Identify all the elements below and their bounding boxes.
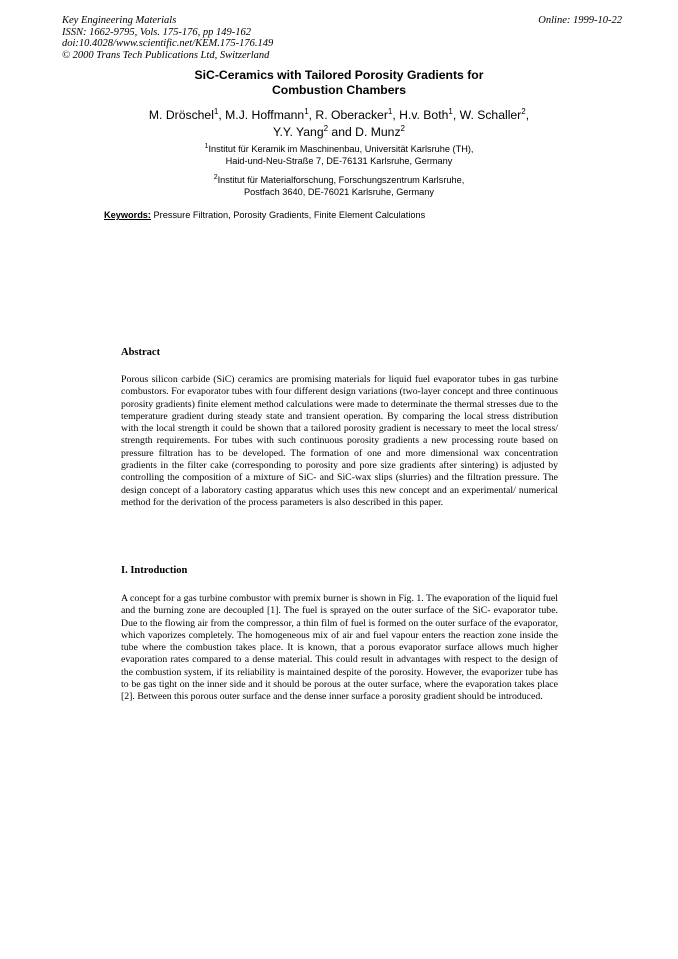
journal-info [62,15,273,61]
journal-copyright: © 2000 Trans Tech Publications Ltd, Switzerland [62,49,270,61]
author-list [100,107,578,141]
abstract-text: Porous silicon carbide (SiC) ceramics are promising materials for liquid fuel evaporator tubes in gas turbine combustors. For evaporator tubes with four different design variations (two-layer concept and three continuous porosity gradients) finite element method calculations were made to determinate the thermal stresses due to the temperature gradient during steady state and transient operation. By comparing the local stress distribution with the local strength it could be shown that a tailored porosity gradient is necessary to meet the local stress/ strength requirements. For tubes with such continuous porosity gradients a new processing route based on pressure filtration has to be developed. The formation of one and more dimensional wax concentration gradients in the filter cake (corresponding to porosity and pore size gradients after sintering) is adjusted by controlling the composition of a mixture of SiC- and SiC-wax slips (slurries) and the filtration pressure. The design concept of a laboratory casting apparatus which uses this new concept and an experimental/ numerical method for the derivation of the process parameters is also described in this paper. [121,374,558,508]
keywords [104,210,425,220]
affiliation-2: $^2$Institut für Materialforschung, Forschungszentrum Karlsruhe, Postfach 3640, DE-76021 Karlsruhe, Germany [213,173,465,197]
author: R. Oberacker$^1$, [315,106,400,122]
author: M. Dröschel$^1$, [148,106,226,122]
introduction-heading: I. Introduction [121,565,188,576]
keywords-label: Keywords: [104,210,151,220]
author: Y.Y. Yang$^2$ and [272,123,356,139]
author: D. Munz$^2$ [355,123,405,139]
journal-issn: ISSN: 1662-9795, Vols. 175-176, pp 149-162 [62,26,251,38]
author: H.v. Both$^1$, [399,106,460,122]
title-line: SiC-Ceramics with Tailored Porosity Gradients for [194,68,484,82]
keywords-text: Pressure Filtration, Porosity Gradients, Finite Element Calculations [153,210,426,220]
paper-title [0,68,678,98]
author: M.J. Hoffmann$^1$, [225,106,316,122]
introduction-text: A concept for a gas turbine combustor with premix burner is shown in Fig. 1. The evaporation of the liquid fuel and the burning zone are decoupled [1]. The fuel is sprayed on the outer surface of the SiC- evaporator tube. Due to the flowing air from the compressor, a thin film of fuel is formed on the outer surface of the evaporator, which vaporizes completely. The homogeneous mix of air and fuel vapour enters the reaction zone inside the tube where the combustion takes place. It is known, that a porous evaporator surface allows much higher evaporation rates compared to a dense material. This could result in advantages with respect to the design of the combustion system, if its reliability is maintained despite of the porosity. However, the evaporizer tube has to be gas tight on the inner side and it should be porous at the outer surface, where the evaporation takes place [2]. Between this porous outer surface and the dense inner surface a porosity gradient should be introduced. [121,593,558,703]
online-date: Online: 1999-10-22 [538,15,622,26]
journal-name: Key Engineering Materials [62,15,177,26]
journal-doi: doi:10.4028/www.scientific.net/KEM.175-176.149 [62,38,274,50]
author: W. Schaller$^2$, [459,106,530,122]
title-line: Combustion Chambers [271,83,407,97]
affiliation-1: $^1$Institut für Keramik im Maschinenbau, Universität Karlsruhe (TH), Haid-und-Neu-Straße 7, DE-76131 Karlsruhe, Germany [204,142,474,166]
abstract-heading: Abstract [121,347,161,358]
